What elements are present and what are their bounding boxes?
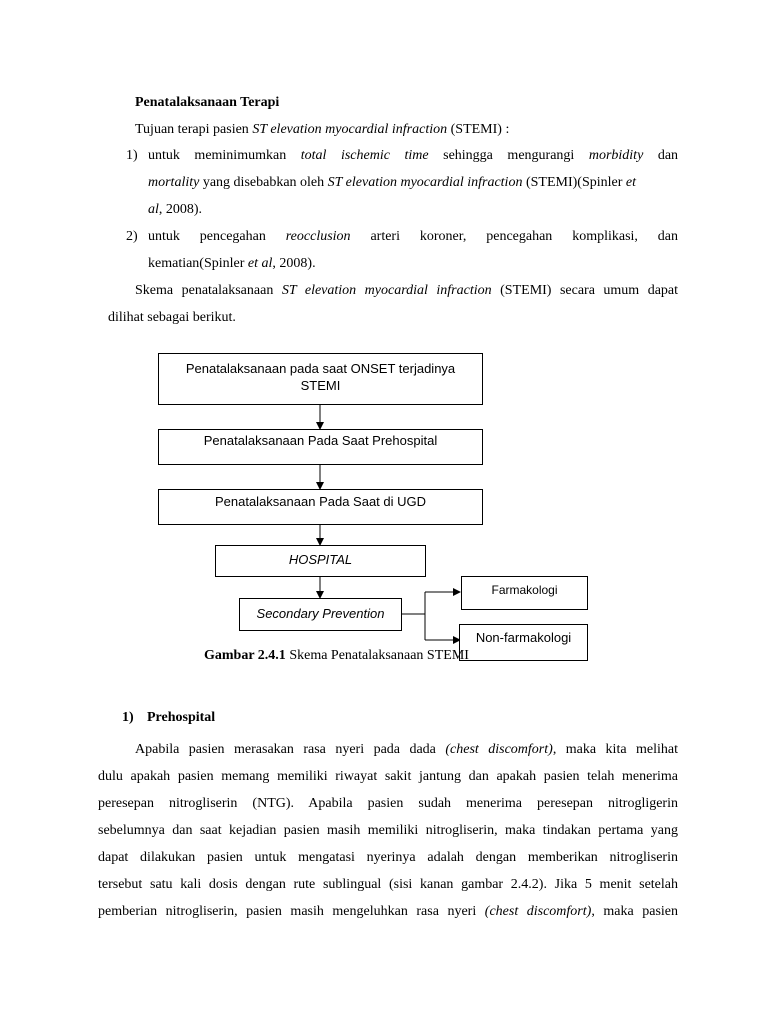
caption-text: Skema Penatalaksanaan STEMI: [285, 648, 469, 663]
text-span: , maka pasien: [591, 904, 678, 919]
italic-term: mortality: [148, 175, 200, 190]
box-onset-line1: Penatalaksanaan pada saat ONSET terjadinya: [185, 361, 456, 376]
text-span: (STEMI)(Spinler: [522, 175, 626, 190]
body-line-6: tersebut satu kali dosis dengan rute sublingual (sisi kanan gambar 2.4.2). Jika 5 menit setelah: [98, 877, 678, 892]
box-onset: [158, 353, 483, 405]
italic-term: (chest discomfort): [445, 742, 553, 757]
text-span: pemberian nitrogliserin, pasien masih mengeluhkan rasa nyeri: [98, 904, 485, 919]
text-span: yang disebabkan oleh: [199, 175, 328, 190]
schema-intro-line2: dilihat sebagai berikut.: [108, 310, 236, 325]
body-line-3: peresepan nitrogliserin (NTG). Apabila pasien sudah menerima peresepan nitrogligerin: [98, 796, 678, 811]
text-span: , 2008).: [272, 256, 316, 271]
box-onset-line2: STEMI: [300, 378, 341, 393]
box-farmakologi: Farmakologi: [461, 576, 588, 610]
italic-term: (chest discomfort): [484, 904, 592, 919]
text-span: Skema penatalaksanaan: [135, 283, 282, 298]
section-title: Penatalaksanaan Terapi: [135, 95, 280, 110]
text-span: Apabila pasien merasakan rasa nyeri pada dada: [135, 742, 446, 757]
text-span: arteri koroner, pencegahan komplikasi, dan: [370, 229, 679, 244]
body-line-2: dulu apakah pasien memang memiliki riwayat sakit jantung dan apakah pasien telah menerima: [98, 769, 678, 784]
text-span: sehingga mengurangi: [443, 148, 575, 163]
italic-term: morbidity: [588, 148, 644, 163]
text-span: untuk pencegahan: [148, 229, 266, 244]
text-span: (STEMI) secara umum dapat: [491, 283, 679, 298]
italic-term: ST elevation myocardial infraction: [327, 175, 523, 190]
body-line-5: dapat dilakukan pasien untuk mengatasi nyerinya adalah dengan memberikan nitrogliserin: [98, 850, 678, 865]
caption-label: Gambar 2.4.1: [204, 648, 286, 663]
list2-number: 2): [126, 229, 138, 244]
italic-term: et: [625, 175, 636, 190]
box-non-farmakologi: Non-farmakologi: [459, 624, 588, 661]
italic-term: ST elevation myocardial infraction: [281, 283, 492, 298]
italic-term: et al: [247, 256, 273, 271]
text-span: untuk meminimumkan: [148, 148, 287, 163]
box-prehospital: Penatalaksanaan Pada Saat Prehospital: [158, 429, 483, 465]
italic-term: total ischemic time: [300, 148, 429, 163]
intro-prefix: Tujuan terapi pasien: [135, 122, 253, 137]
box-hospital: HOSPITAL: [215, 545, 426, 577]
text-span: dan: [657, 148, 679, 163]
italic-term: reocclusion: [285, 229, 351, 244]
subsection-number: 1): [122, 710, 134, 725]
body-line-7: [98, 903, 678, 921]
box-ugd: Penatalaksanaan Pada Saat di UGD: [158, 489, 483, 525]
list1-number: 1): [126, 148, 138, 163]
text-span: , 2008).: [158, 202, 203, 217]
subsection-title: Prehospital: [147, 710, 216, 725]
text-span: , maka kita melihat: [552, 742, 679, 757]
body-line-4: sebelumnya dan saat kejadian pasien masih memiliki nitrogliserin, maka tindakan pertama yang: [98, 823, 678, 838]
body-line-1: [135, 741, 678, 759]
figure-caption: [204, 647, 469, 665]
text-span: kematian(Spinler: [148, 256, 248, 271]
intro-term: ST elevation myocardial infraction: [252, 122, 448, 137]
box-secondary-prevention: Secondary Prevention: [239, 598, 402, 631]
intro-suffix: (STEMI) :: [447, 122, 510, 137]
italic-term: al: [148, 202, 159, 217]
